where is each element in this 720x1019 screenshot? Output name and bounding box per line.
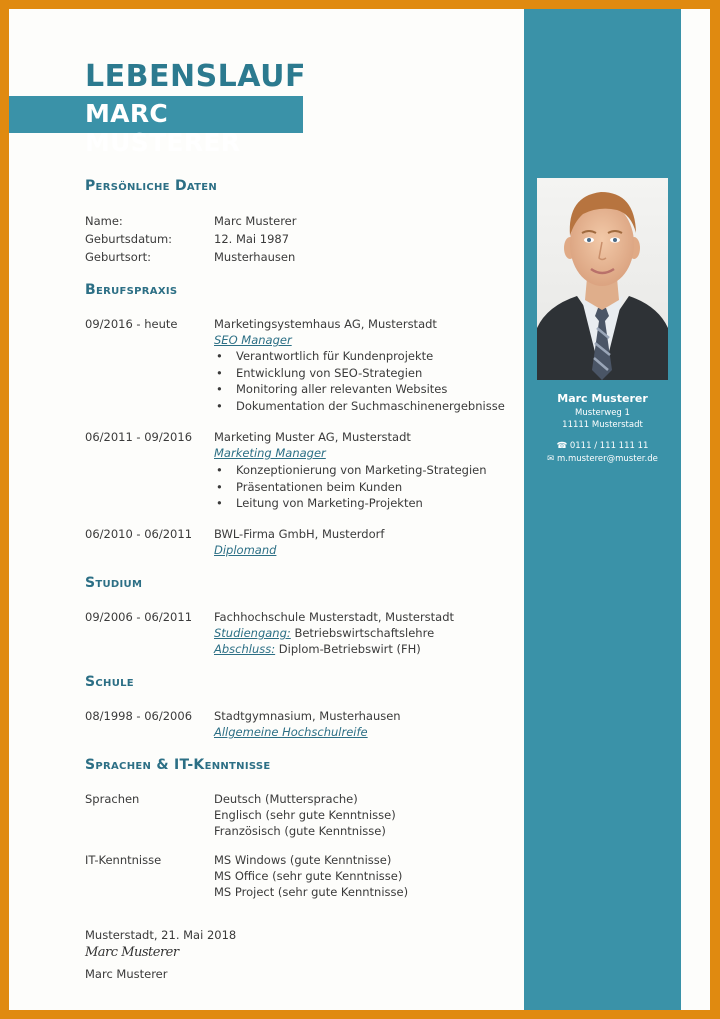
school-period: 08/1998 - 06/2006 (85, 709, 193, 723)
sidebar (524, 9, 681, 1010)
sidebar-email-line (524, 454, 681, 464)
school-degree: Allgemeine Hochschulreife (214, 725, 368, 739)
phone-icon: ☎ (556, 441, 568, 451)
job-3-period: 06/2010 - 06/2011 (85, 527, 193, 541)
job-3-role: Diplomand (214, 543, 277, 557)
envelope-icon: ✉ (547, 454, 555, 464)
list-item: • Leitung von Marketing-Projekten (214, 495, 487, 512)
sidebar-phone: 0111 / 111 111 11 (569, 441, 649, 451)
job-2-tasks (214, 462, 487, 512)
section-school-heading: Schule (85, 674, 134, 690)
job-2-period: 06/2011 - 09/2016 (85, 430, 193, 444)
studies-institution: Fachhochschule Musterstadt, Musterstadt (214, 610, 455, 624)
personal-birthplace-label: Geburtsort: (85, 250, 151, 264)
page-title: LEBENSLAUF (85, 59, 306, 94)
portrait-photo (537, 178, 668, 380)
it-skill-item: MS Office (sehr gute Kenntnisse) (214, 869, 403, 883)
it-skills-label: IT-Kenntnisse (85, 853, 162, 867)
list-item: • Dokumentation der Suchmaschinenergebnisse (214, 398, 505, 415)
signature: Marc Musterer (85, 945, 179, 960)
studies-degree-label: Abschluss: (214, 642, 276, 656)
sidebar-name: Marc Musterer (557, 392, 648, 405)
list-item: • Konzeptionierung von Marketing-Strategien (214, 462, 487, 479)
personal-birthdate-value: 12. Mai 1987 (214, 232, 290, 246)
it-skill-item: MS Project (sehr gute Kenntnisse) (214, 885, 409, 899)
job-2-company: Marketing Muster AG, Musterstadt (214, 430, 411, 444)
sidebar-phone-line (524, 441, 681, 451)
sidebar-street: Musterweg 1 (575, 408, 630, 418)
place-date: Musterstadt, 21. Mai 2018 (85, 928, 237, 942)
language-item: Deutsch (Muttersprache) (214, 792, 358, 806)
language-item: Englisch (sehr gute Kenntnisse) (214, 808, 396, 822)
studies-course-value: Betriebswirtschaftslehre (294, 626, 435, 640)
section-experience-heading: Berufspraxis (85, 282, 178, 298)
name-banner (9, 96, 303, 157)
portrait-photo-image (537, 178, 668, 380)
sidebar-email: m.musterer@muster.de (556, 454, 658, 464)
studies-degree (214, 642, 421, 656)
list-item: • Verantwortlich für Kundenprojekte (214, 348, 505, 365)
personal-birthdate-label: Geburtsdatum: (85, 232, 173, 246)
language-item: Französisch (gute Kenntnisse) (214, 824, 386, 838)
personal-birthplace-value: Musterhausen (214, 250, 296, 264)
it-skill-item: MS Windows (gute Kenntnisse) (214, 853, 392, 867)
list-item: • Entwicklung von SEO-Strategien (214, 365, 505, 382)
section-skills-heading: Sprachen & IT-Kenntnisse (85, 757, 271, 773)
job-1-period: 09/2016 - heute (85, 317, 178, 331)
studies-degree-value: Diplom-Betriebswirt (FH) (278, 642, 421, 656)
list-item: • Monitoring aller relevanten Websites (214, 381, 505, 398)
personal-name-value: Marc Musterer (214, 214, 297, 228)
studies-course (214, 626, 434, 640)
printed-name: Marc Musterer (85, 967, 168, 981)
personal-name-label: Name: (85, 214, 123, 228)
name-banner-text: MARC MUSTERER (85, 99, 241, 157)
section-studies-heading: Studium (85, 575, 143, 591)
job-1-company: Marketingsystemhaus AG, Musterstadt (214, 317, 437, 331)
languages-label: Sprachen (85, 792, 140, 806)
resume-page (9, 9, 710, 1010)
studies-period: 09/2006 - 06/2011 (85, 610, 193, 624)
job-1-tasks (214, 348, 505, 415)
list-item: • Präsentationen beim Kunden (214, 479, 487, 496)
sidebar-city: 11111 Musterstadt (562, 420, 643, 430)
job-1-role: SEO Manager (214, 333, 292, 347)
section-personal-heading: Persönliche Daten (85, 178, 218, 194)
studies-course-label: Studiengang: (214, 626, 291, 640)
job-3-company: BWL-Firma GmbH, Musterdorf (214, 527, 385, 541)
job-2-role: Marketing Manager (214, 446, 326, 460)
school-institution: Stadtgymnasium, Musterhausen (214, 709, 401, 723)
